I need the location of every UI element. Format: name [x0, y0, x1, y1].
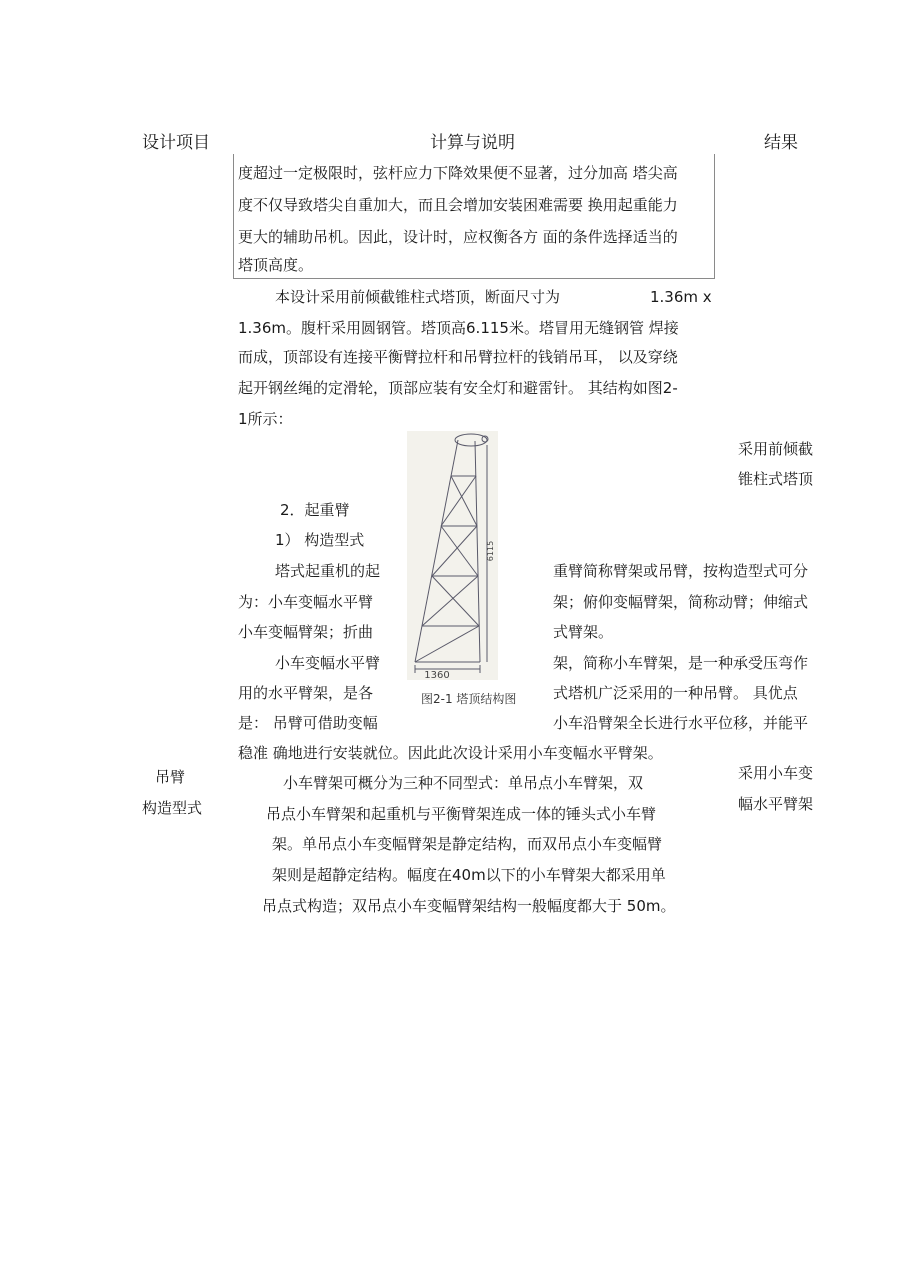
header-design-project: 设计项目 [142, 133, 210, 153]
left-col-line: 为：小车变幅水平臂 [238, 593, 374, 611]
conclusion-line: 稳准 确地进行安装就位。因此此次设计采用小车变幅水平臂架。 [238, 744, 663, 762]
header-calculation: 计算与说明 [430, 133, 515, 153]
right-col-line: 重臂简称臂架或吊臂，按构造型式可分 [553, 562, 809, 580]
section-subtitle: 1） 构造型式 [275, 531, 365, 549]
para1-line: 本设计采用前倾截锥柱式塔顶，断面尺寸为 [275, 288, 561, 306]
right-col-line: 式臂架。 [553, 623, 614, 641]
para1-line: 1所示： [238, 410, 293, 428]
para1-line: 起开钢丝绳的定滑轮，顶部应装有安全灯和避雷针。 其结构如图2- [238, 379, 678, 397]
left-col-line: 塔式起重机的起 [275, 562, 381, 580]
figure-caption: 图2-1 塔顶结构图 [421, 692, 517, 706]
result-boom: 幅水平臂架 [738, 795, 814, 813]
box-line: 度不仅导致塔尖自重加大，而且会增加安装困难需要 换用起重能力 [238, 196, 678, 214]
result-boom: 采用小车变 [738, 764, 814, 782]
right-col-line: 小车沿臂架全长进行水平位移，并能平 [553, 714, 809, 732]
project-boom: 构造型式 [142, 799, 203, 817]
para2-line: 架则是超静定结构。幅度在40m以下的小车臂架大都采用单 [272, 866, 666, 884]
para2-line: 吊点式构造；双吊点小车变幅臂架结构一般幅度都大于 50m。 [262, 897, 676, 915]
para2-line: 吊点小车臂架和起重机与平衡臂架连成一体的锤头式小车臂 [266, 805, 657, 823]
result-tower-top: 锥柱式塔顶 [738, 470, 814, 488]
left-col-line: 小车变幅臂架；折曲 [238, 623, 374, 641]
dimension-height: 6115 [486, 540, 495, 562]
tower-top-figure [407, 431, 498, 680]
project-boom: 吊臂 [155, 768, 186, 786]
para2-line: 小车臂架可概分为三种不同型式：单吊点小车臂架，双 [283, 774, 644, 792]
para1-line: 而成，顶部设有连接平衡臂拉杆和吊臂拉杆的钱销吊耳， 以及穿绕 [238, 348, 678, 366]
right-col-line: 式塔机广泛采用的一种吊臂。 具优点 [553, 684, 798, 702]
left-col-line: 小车变幅水平臂 [275, 654, 381, 672]
left-col-line: 用的水平臂架，是各 [238, 684, 374, 702]
header-result: 结果 [764, 133, 798, 153]
box-line: 塔顶高度。 [238, 256, 314, 274]
para2-line: 架。单吊点小车变幅臂架是静定结构，而双吊点小车变幅臂 [272, 835, 663, 853]
section-title: 2．起重臂 [280, 501, 350, 519]
right-col-line: 架，简称小车臂架，是一种承受压弯作 [553, 654, 809, 672]
left-col-line: 是： 吊臂可借助变幅 [238, 714, 378, 732]
dimension-width: 1360 [424, 670, 450, 680]
result-tower-top: 采用前倾截 [738, 440, 814, 458]
box-line: 更大的辅助吊机。因此，设计时，应权衡各方 面的条件选择适当的 [238, 228, 678, 246]
para1-line: 1.36m x [650, 288, 712, 306]
para1-line: 1.36m。腹杆采用圆钢管。塔顶高6.115米。塔冒用无缝钢管 焊接 [238, 319, 679, 337]
right-col-line: 架；俯仰变幅臂架，简称动臂；伸缩式 [553, 593, 809, 611]
box-line: 度超过一定极限时，弦杆应力下降效果便不显著，过分加高 塔尖高 [238, 164, 678, 182]
